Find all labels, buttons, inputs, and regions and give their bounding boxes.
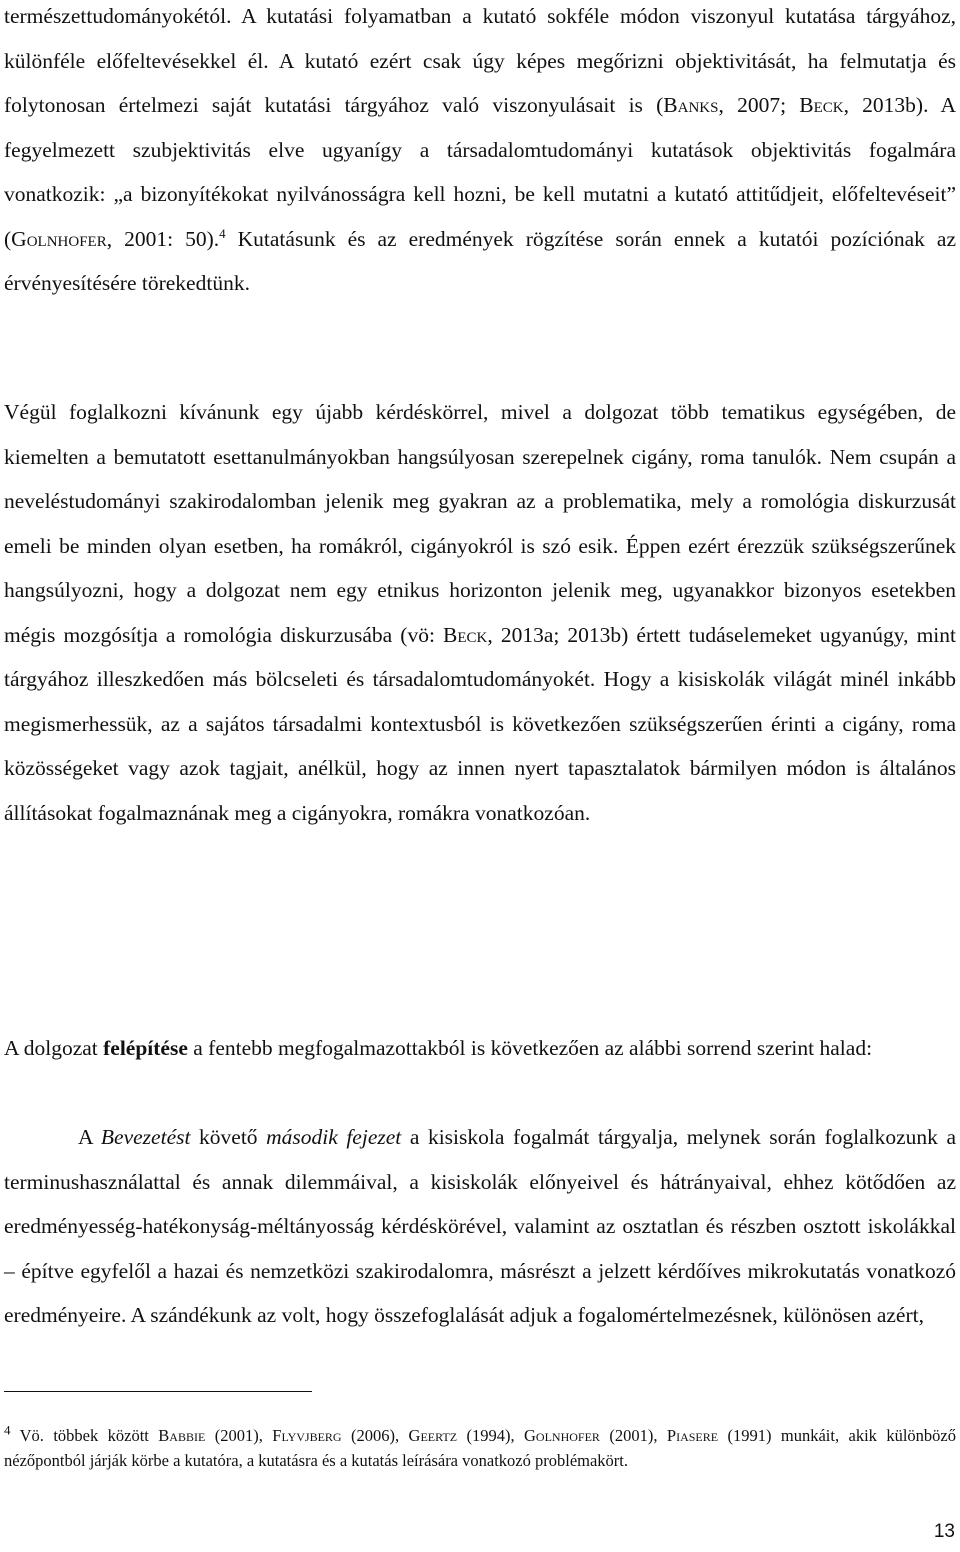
page-number: 13 bbox=[933, 1521, 955, 1542]
citation-author: Beck bbox=[443, 622, 488, 647]
text: , 2013b). A fegyelmezett szubjektivitás elve ugyanígy a társadalomtudományi kutatások objektivitás fogalmára vonatkozik: „a bizonyítékokat nyilvánosságra kell hozni, be kell mutatni a kutató attitűdjeit, előfeltevéseit” ( bbox=[4, 93, 956, 251]
citation-author: Golnhofer bbox=[11, 226, 107, 251]
body-paragraph-1 bbox=[4, 0, 956, 306]
text: követő bbox=[190, 1125, 267, 1149]
footnote-number: 4 bbox=[4, 1422, 11, 1438]
footnote bbox=[4, 1424, 956, 1473]
text: Végül foglalkozni kívánunk egy újabb kérdéskörrel, mivel a dolgozat több tematikus egységében, de kiemelten a bemutatott esettanulmányokban hangsúlyosan szerepelnek cigány, roma tanulók. Nem csupán a neveléstudományi szakirodalomban jelenik meg gyakran az a problematika, mely a romológia diskurzusát emeli be minden olyan esetben, ha romákról, cigányokról is szó esik. Éppen ezért érezzük szükségszerűnek hangsúlyozni, hogy a dolgozat nem egy etnikus horizonton jelenik meg, ugyanakkor bizonyos esetekben mégis mozgósítja a romológia diskurzusába (vö: bbox=[4, 400, 956, 647]
citation-author: Beck bbox=[799, 93, 844, 117]
italic-term: Bevezetést bbox=[100, 1125, 191, 1149]
text: , 2013a; 2013b) értett tudáselemeket ugyanúgy, mint tárgyához illeszkedően más bölcseleti és társadalomtudományokét. Hogy a kisiskolák világát minél inkább megismerhessük, az a sajátos társadalmi kontextusból is következően szükségszerűen érinti a cigány, roma közösségeket vagy azok tagjait, anélkül, hogy az innen nyert tapasztalatok bármilyen módon is általános állításokat fogalmaznának meg a cigányokra, romákra vonatkozóan. bbox=[4, 622, 956, 825]
text: a fentebb megfogalmazottakból is következően az alábbi sorrend szerint halad: bbox=[187, 1036, 873, 1060]
footnote-reference[interactable]: 4 bbox=[219, 225, 226, 241]
text: Vö. többek között bbox=[10, 1426, 159, 1445]
text: (2006), bbox=[341, 1426, 409, 1445]
text: , 2007; bbox=[718, 93, 800, 117]
bold-term: felépítése bbox=[103, 1036, 188, 1060]
body-paragraph-2 bbox=[4, 390, 956, 835]
body-paragraph-3 bbox=[4, 1026, 956, 1071]
text: Kutatásunk és az eredmények rögzítése során ennek a kutatói pozíciónak az érvényesítésére törekedtünk. bbox=[4, 226, 956, 295]
citation-author: Piasere bbox=[666, 1426, 719, 1445]
text: (1994), bbox=[457, 1426, 525, 1445]
italic-term: második fejezet bbox=[266, 1125, 402, 1149]
text: A dolgozat bbox=[4, 1036, 104, 1060]
citation-author: Flyvjberg bbox=[272, 1426, 342, 1445]
text: A bbox=[78, 1125, 101, 1149]
text: a kisiskola fogalmát tárgyalja, melynek során foglalkozunk a terminushasználattal és annak dilemmáival, a kisiskolák előnyeivel és hátrányaival, ehhez kötődően az eredményesség-hatékonyság-méltányosság kérdéskörével, valamint az osztatlan és részben osztott iskolákkal – építve egyfelől a hazai és nemzetközi szakirodalomra, másrészt a jelzett kérdőíves mikrokutatás vonatkozó eredményeire. A szándékunk az volt, hogy összefoglalását adjuk a fogalomértelmezésnek, különösen azért, bbox=[4, 1125, 957, 1327]
text: természettudományokétól. A kutatási folyamatban a kutató sokféle módon viszonyul kutatása tárgyához, különféle előfeltevésekkel él. A kutató ezért csak úgy képes megőrizni objektivitását, ha felmutatja és folytonosan értelmezi saját kutatási tárgyához való viszonyulásait is ( bbox=[4, 4, 956, 117]
body-paragraph-4 bbox=[4, 1115, 956, 1338]
citation-author: Geertz bbox=[408, 1426, 458, 1445]
citation-author: Golnhofer bbox=[524, 1426, 600, 1445]
text: (2001), bbox=[599, 1426, 667, 1445]
citation-author: Babbie bbox=[158, 1426, 206, 1445]
text: , 2001: 50). bbox=[106, 226, 220, 251]
text: (2001), bbox=[205, 1426, 273, 1445]
footnote-separator bbox=[4, 1391, 312, 1392]
text: (1991) munkáit, akik különböző nézőpontból járják körbe a kutatóra, a kutatásra és a kutatás leírására vonatkozó problémakört. bbox=[4, 1426, 956, 1470]
citation-author: Banks bbox=[663, 93, 719, 117]
